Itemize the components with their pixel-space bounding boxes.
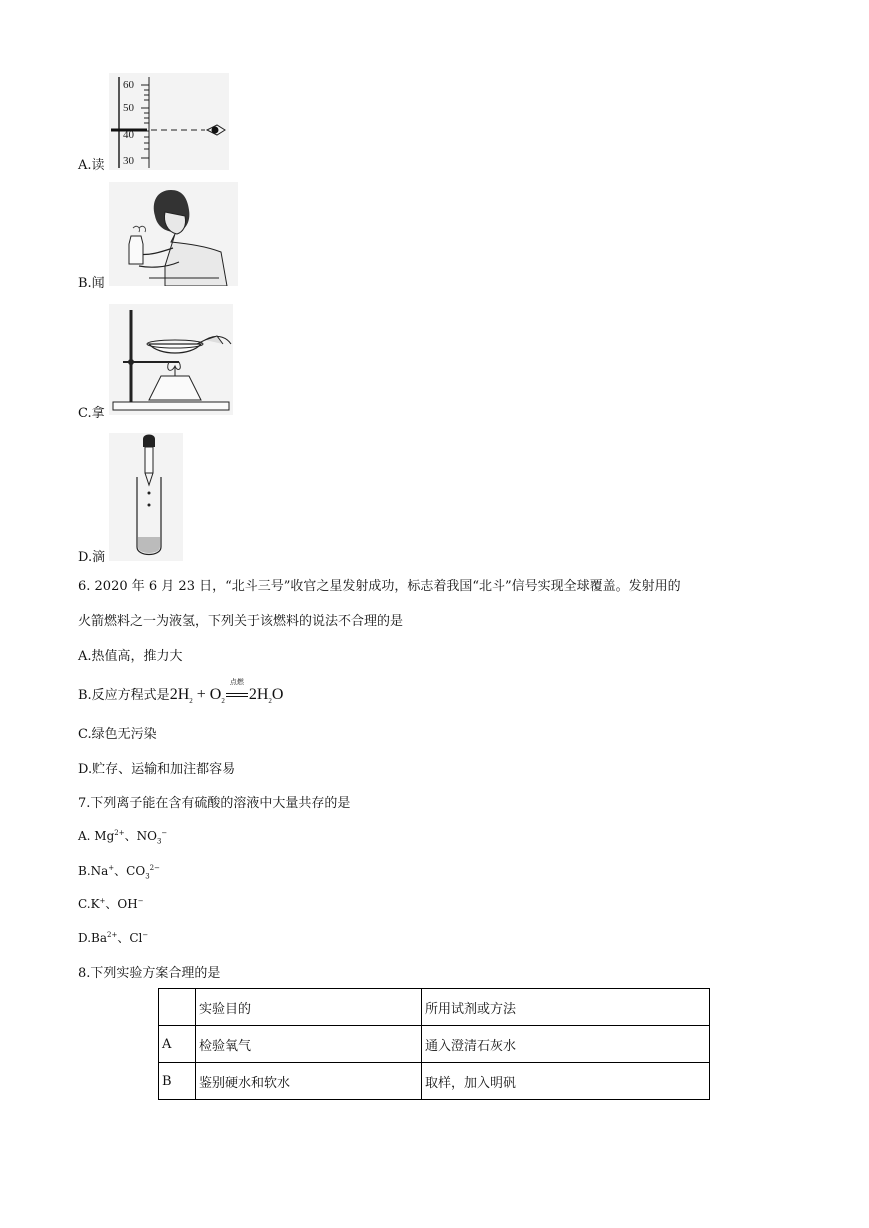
- table-cell: 鉴别硬水和软水: [196, 1063, 422, 1100]
- stand-drawing: [109, 304, 233, 415]
- table-cell: 检验氧气: [196, 1026, 422, 1063]
- option-c-holding-label: C.拿: [78, 406, 105, 421]
- option-a-reading-label: A.读: [78, 158, 105, 173]
- combustion-equation: $2H_2 + O_2$ 点燃 $2H_2O$: [169, 678, 284, 706]
- graduated-cylinder-drawing: [109, 73, 229, 170]
- option-b-smelling-label: B.闻: [78, 276, 105, 291]
- table-cell: A: [159, 1026, 196, 1063]
- q6-stem-line1: 6. 2020 年 6 月 23 日，“北斗三号”收官之星发射成功，标志着我国“北斗”信号实现全球覆盖。发射用的: [78, 579, 681, 594]
- table-header-cell: [159, 989, 196, 1026]
- stand-figure: [109, 304, 233, 415]
- table-header-cell: 实验目的: [196, 989, 422, 1026]
- q6-option-c: C.绿色无污染: [78, 727, 157, 742]
- table-header-row: [159, 989, 710, 1026]
- option-d-dropping-label: D.滴: [78, 550, 106, 565]
- q7-option-d: $D.Ba^{2+}$、Cl−: [78, 931, 149, 945]
- q7-option-b: B.Na+、$CO_3^{2-}$: [78, 864, 160, 881]
- cylinder-mark-60: 60: [123, 79, 134, 91]
- cylinder-mark-40: 40: [123, 129, 134, 141]
- q6-option-d: D.贮存、运输和加注都容易: [78, 762, 236, 777]
- q7-stem: 7.下列离子能在含有硫酸的溶液中大量共存的是: [78, 796, 351, 811]
- q6-option-a: A.热值高，推力大: [78, 649, 183, 664]
- q6-option-b: [78, 678, 284, 706]
- table-cell: B: [159, 1063, 196, 1100]
- cylinder-mark-30: 30: [123, 155, 134, 167]
- table-row: [159, 1063, 710, 1100]
- table-row: [159, 1026, 710, 1063]
- smelling-drawing: [109, 182, 238, 286]
- graduated-cylinder-figure: [109, 73, 229, 170]
- table-header-cell: 所用试剂或方法: [422, 989, 710, 1026]
- smelling-figure: [109, 182, 238, 286]
- dropper-drawing: [109, 433, 183, 561]
- experiment-table: [158, 988, 710, 1100]
- q7-option-a: A. $Mg^{2+}$、$NO_3^-$: [78, 829, 168, 846]
- q8-stem: 8.下列实验方案合理的是: [78, 966, 221, 981]
- q7-option-c: C.K+、OH−: [78, 897, 144, 911]
- q6-option-b-prefix: B.反应方程式是: [78, 688, 170, 703]
- reaction-condition: 点燃: [229, 678, 244, 686]
- dropper-figure: [109, 433, 183, 561]
- table-cell: 取样，加入明矾: [422, 1063, 710, 1100]
- table-cell: 通入澄清石灰水: [422, 1026, 710, 1063]
- q6-stem-line2: 火箭燃料之一为液氢，下列关于该燃料的说法不合理的是: [78, 614, 404, 629]
- cylinder-mark-50: 50: [123, 102, 134, 114]
